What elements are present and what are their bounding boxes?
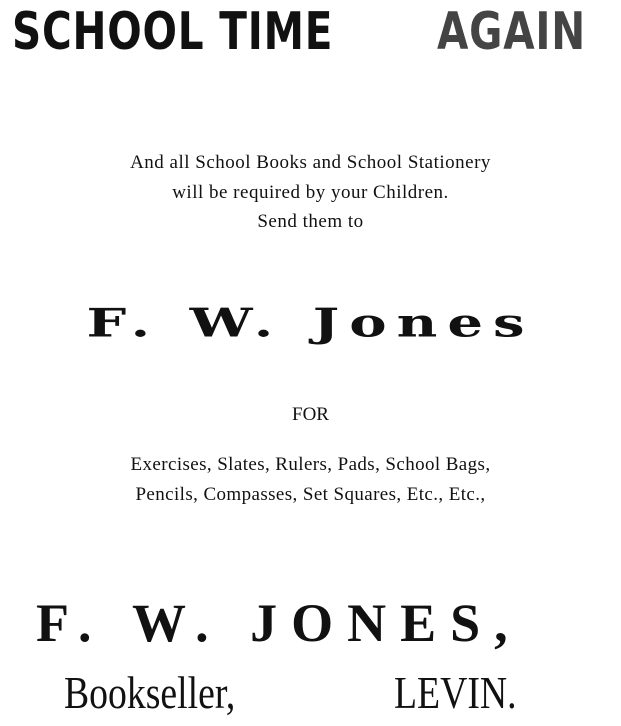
intro-line-3: Send them to bbox=[257, 211, 364, 232]
footer-trade: Bookseller, bbox=[64, 667, 236, 718]
headline-part1: SCHOOL TIME bbox=[12, 2, 334, 62]
items-line-2: Pencils, Compasses, Set Squares, Etc., Etc., bbox=[135, 484, 486, 505]
items-line-1: Exercises, Slates, Rulers, Pads, School Bags, bbox=[130, 454, 491, 475]
intro-line-1: And all School Books and School Stationery bbox=[130, 152, 491, 173]
merchant-display-name: F. W. Jones bbox=[86, 300, 535, 347]
headline-part2: AGAIN bbox=[437, 2, 587, 62]
merchant-caps-text: F. W. JONES, bbox=[36, 593, 522, 653]
for-label: FOR bbox=[292, 404, 329, 425]
intro-line-2: will be required by your Children. bbox=[172, 182, 449, 203]
footer-town: LEVIN. bbox=[394, 667, 517, 718]
headline bbox=[0, 0, 621, 68]
